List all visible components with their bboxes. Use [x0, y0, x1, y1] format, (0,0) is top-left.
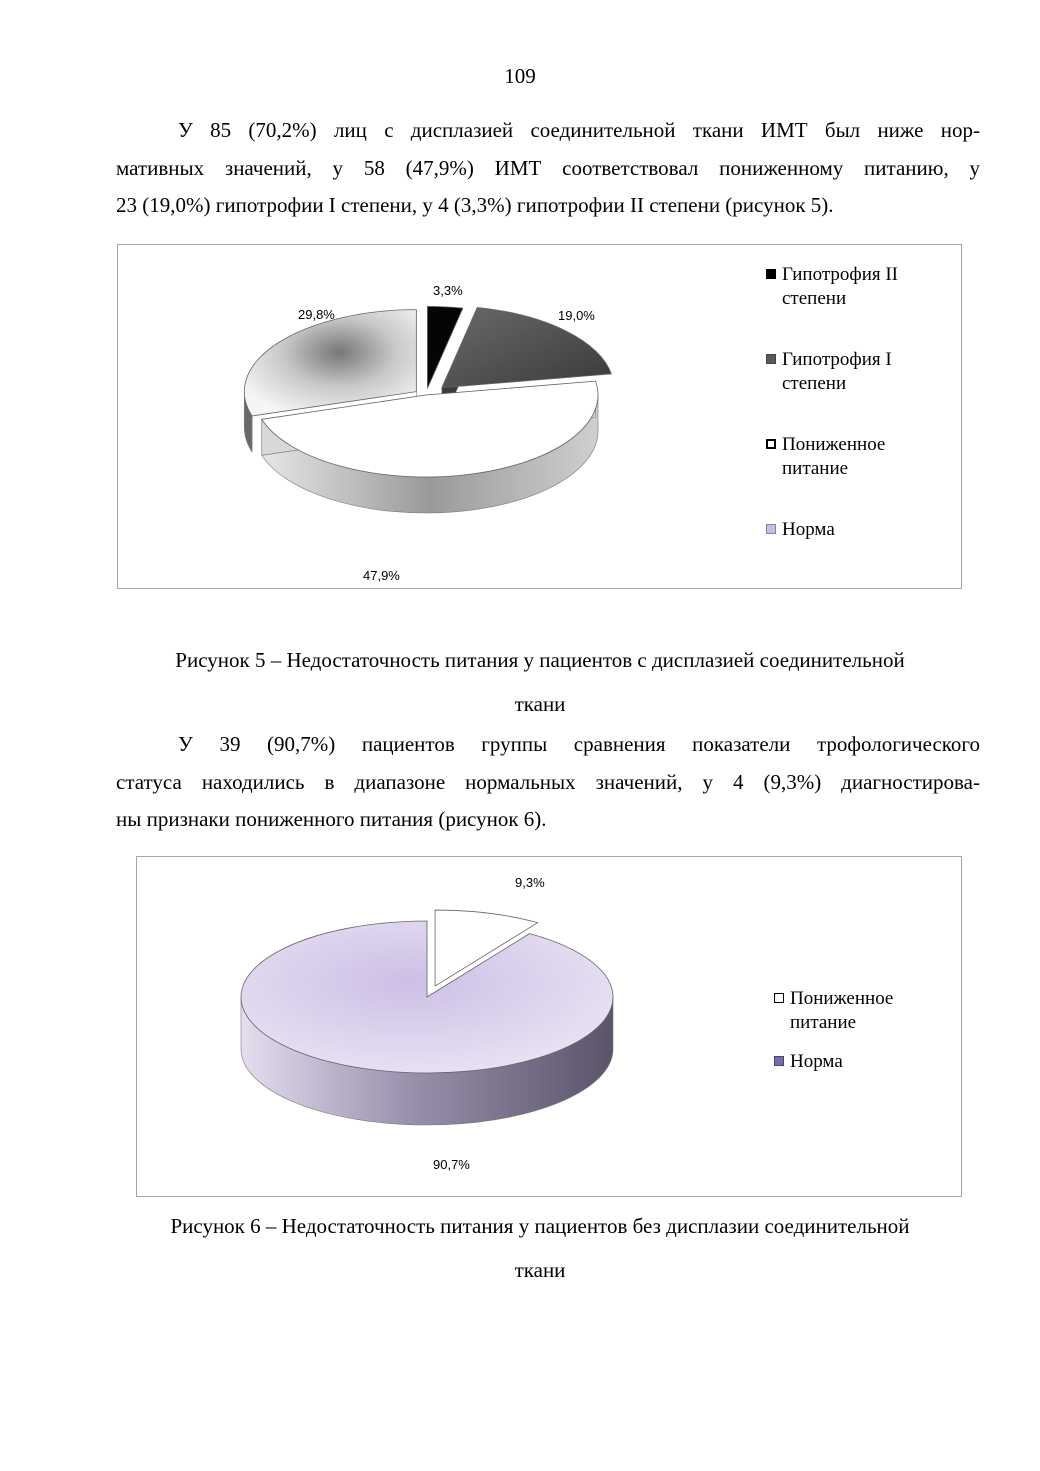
figure-5-chart	[117, 244, 962, 589]
paragraph-2-line: ны признаки пониженного питания (рисунок 6).	[116, 807, 547, 831]
data-label-norm: 29,8%	[298, 307, 335, 322]
legend-label: Норма	[782, 519, 835, 540]
paragraph-1-line: 23 (19,0%) гипотрофии I степени, у 4 (3,3%) гипотрофии II степени (рисунок 5).	[116, 193, 834, 217]
legend-swatch	[766, 354, 776, 364]
legend-label: степени	[782, 373, 847, 394]
paragraph-2-line: статуса находились в диапазоне нормальных значений, у 4 (9,3%) диагностирова-	[116, 769, 980, 794]
figure-5-caption	[100, 638, 980, 726]
page-number: 109	[504, 64, 536, 88]
data-label-norm: 90,7%	[433, 1157, 470, 1172]
legend-label: Гипотрофия I	[782, 349, 892, 370]
pie-slice	[241, 921, 613, 1073]
caption-line: ткани	[514, 692, 566, 716]
legend-swatch	[766, 439, 776, 449]
caption-line: Рисунок 5 – Недостаточность питания у пациентов с дисплазией соединительной	[175, 648, 905, 672]
figure-6-chart	[136, 856, 962, 1197]
paragraph-1-line: У 85 (70,2%) лиц с дисплазией соединительной ткани ИМТ был ниже нор-	[178, 118, 980, 142]
paragraph-2	[116, 726, 980, 839]
paragraph-1-line: мативных значений, у 58 (47,9%) ИМТ соответствовал пониженному питанию, у	[116, 155, 980, 180]
legend-label: питание	[790, 1012, 857, 1033]
data-label-low-nutrition: 47,9%	[363, 568, 400, 583]
legend-label: питание	[782, 458, 849, 479]
figure-6-caption	[100, 1204, 980, 1292]
legend-swatch	[766, 524, 776, 534]
legend-label: степени	[782, 288, 847, 309]
legend-swatch	[774, 993, 784, 1003]
legend-label: Гипотрофия II	[782, 264, 899, 285]
legend-label: Норма	[790, 1051, 843, 1072]
caption-line: Рисунок 6 – Недостаточность питания у пациентов без дисплазии соединительной	[170, 1214, 910, 1238]
legend-swatch	[774, 1056, 784, 1066]
legend-swatch	[766, 269, 776, 279]
legend-label: Пониженное	[782, 434, 886, 455]
paragraph-1	[116, 112, 980, 225]
data-label-hypo1: 19,0%	[558, 308, 595, 323]
data-label-hypo2: 3,3%	[433, 283, 463, 298]
caption-line: ткани	[514, 1258, 566, 1282]
data-label-low-nutrition: 9,3%	[515, 875, 545, 890]
legend-label: Пониженное	[790, 988, 894, 1009]
paragraph-2-line: У 39 (90,7%) пациентов группы сравнения показатели трофологического	[178, 732, 980, 756]
